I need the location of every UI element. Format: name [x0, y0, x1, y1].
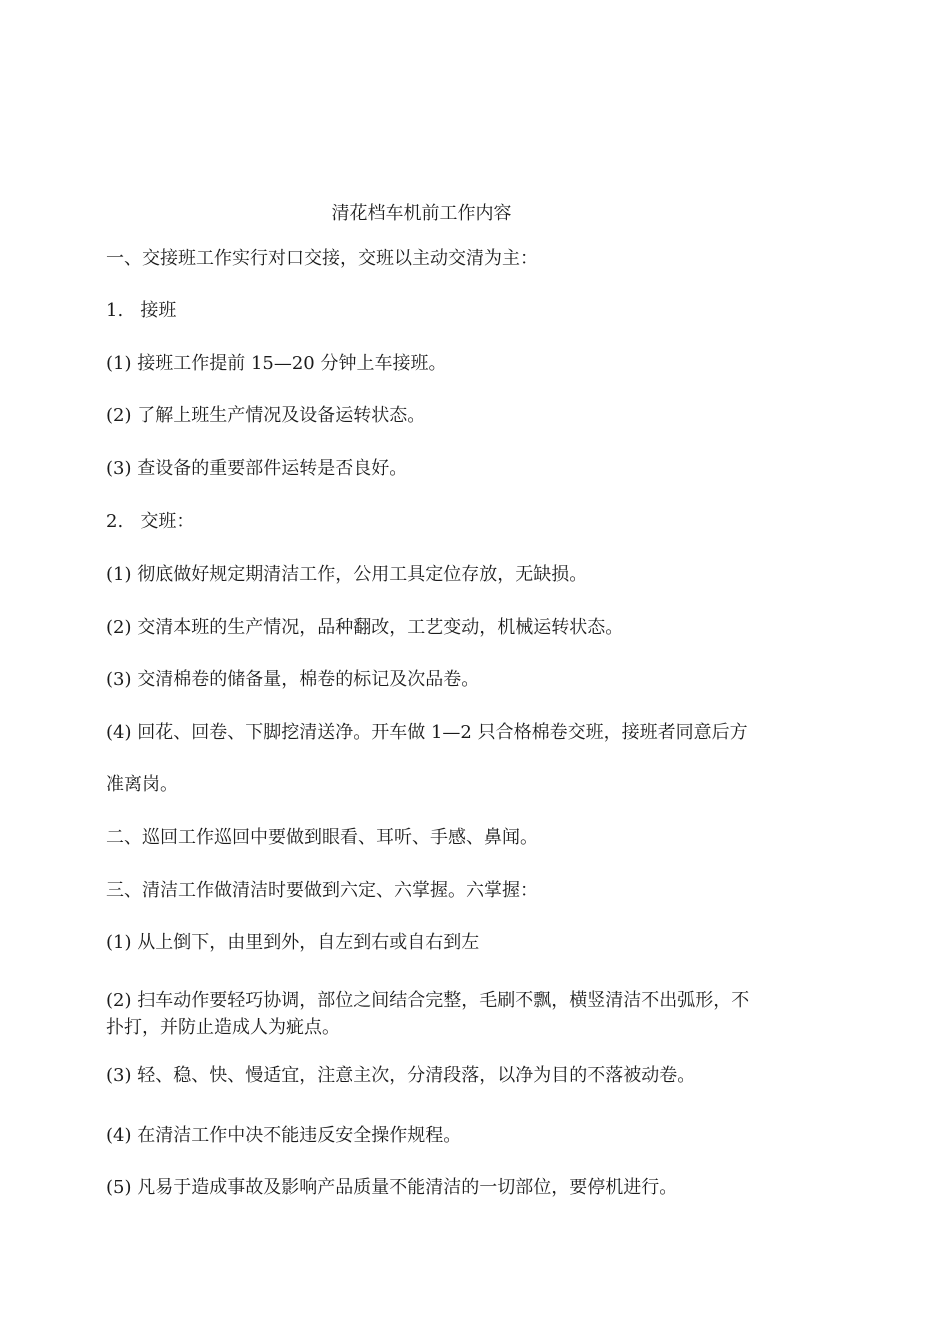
list-item: (2) 扫车动作要轻巧协调，部位之间结合完整，毛刷不飘，横竖清洁不出弧形，不 — [106, 990, 750, 1011]
section-heading-cleaning: 三、清洁工作做清洁时要做到六定、六掌握。六掌握： — [106, 880, 538, 901]
page-title: 清花档车机前工作内容 — [331, 203, 512, 224]
list-item: (3) 交清棉卷的储备量，棉卷的标记及次品卷。 — [106, 669, 480, 690]
subheading-take-over: 1. 接班 — [106, 300, 177, 321]
list-item: (2) 了解上班生产情况及设备运转状态。 — [106, 405, 426, 426]
list-item: (3) 查设备的重要部件运转是否良好。 — [106, 458, 408, 479]
list-item: (2) 交清本班的生产情况，品种翻改，工艺变动，机械运转状态。 — [106, 617, 624, 638]
section-heading-handover: 一、交接班工作实行对口交接，交班以主动交清为主： — [106, 248, 538, 269]
list-item-continuation: 准离岗。 — [106, 774, 178, 795]
list-item: (1) 接班工作提前 15—20 分钟上车接班。 — [106, 353, 447, 374]
section-heading-patrol: 二、巡回工作巡回中要做到眼看、耳听、手感、鼻闻。 — [106, 827, 538, 848]
list-item: (1) 从上倒下，由里到外，自左到右或自右到左 — [106, 932, 480, 953]
list-item: (5) 凡易于造成事故及影响产品质量不能清洁的一切部位，要停机进行。 — [106, 1177, 678, 1198]
list-item: (4) 回花、回卷、下脚挖清送净。开车做 1—2 只合格棉卷交班，接班者同意后方 — [106, 722, 748, 743]
list-item: (4) 在清洁工作中决不能违反安全操作规程。 — [106, 1125, 462, 1146]
list-item: (3) 轻、稳、快、慢适宜，注意主次，分清段落，以净为目的不落被动卷。 — [106, 1065, 696, 1086]
list-item: (1) 彻底做好规定期清洁工作，公用工具定位存放，无缺损。 — [106, 564, 588, 585]
list-item-continuation: 扑打，并防止造成人为疵点。 — [106, 1017, 340, 1038]
subheading-hand-over: 2. 交班： — [106, 511, 195, 532]
